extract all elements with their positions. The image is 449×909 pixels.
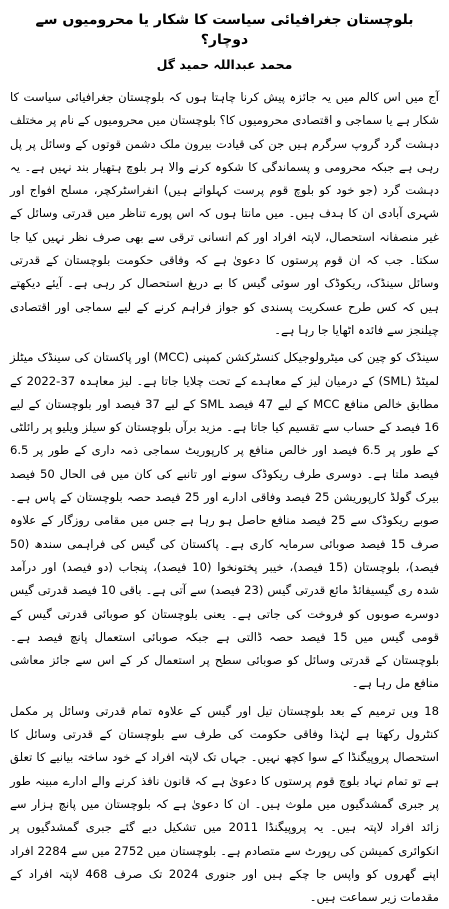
article-paragraph-2: سینڈک کو چین کی میٹرولوجیکل کنسٹرکشن کمپنی (MCC) اور پاکستان کی سینڈک میٹلز لمیٹڈ (SML) کے درمیان لیز کے معاہدے کے تحت چلایا جاتا ہے۔ لیز معاہدہ 37-2022 کے مطابق خالص منافع MCC کے لیے 47 فیصد SML کے لیے 37 فیصد اور بلوچستان کے لیے 16 فیصد کے حساب سے تقسیم کیا جاتا ہے۔ مزید برآں بلوچستان کو سیلز ویلیو پر رائلٹی کے طور پر 6.5 فیصد اور خالص منافع پر کارپوریٹ سماجی ذمہ داری کے طور پر 6.5 فیصد ملتا ہے۔ دوسری طرف ریکوڈک سونے اور تانبے کی کان میں فی الحال 50 فیصد بیرک گولڈ کارپوریشن 25 فیصد وفاقی ادارے اور 25 فیصد حصہ بلوچستان کے پاس ہے۔ صوبے ریکوڈک سے 25 فیصد منافع حاصل ہو رہا ہے جس میں مقامی روزگار کے علاوہ صرف 15 فیصد صوبائی سرمایہ کاری ہے۔ پاکستان کی گیس کی فراہمی سندھ (50 فیصد)، بلوچستان (15 فیصد)، خیبر پختونخوا (10 فیصد)، پنجاب (دو فیصد) اور درآمد شدہ ری گیسیفائڈ مائع قدرتی گیس (23 فیصد) سے آتی ہے۔ باقی 10 فیصد قدرتی گیس دوسرے صوبوں کو فروخت کی جاتی ہے۔ یعنی بلوچستان کو صوبائی قدرتی گیس کے قومی گیس میں 15 فیصد حصہ ڈالتی ہے جبکہ صوبائی استعمال پانچ فیصد ہے۔ بلوچستان کے قدرتی وسائل کو صوبائی سطح پر استعمال کر کے اس سے جائز معاشی منافع مل رہا ہے۔ <box>10 350 440 691</box>
article-author: محمد عبداللہ حمید گل <box>156 57 293 72</box>
article-paragraph-1: آج میں اس کالم میں یہ جائزہ پیش کرنا چاہتا ہوں کہ بلوچستان جغرافیائی سیاست کا شکار ہے یا سماجی و اقتصادی محرومیوں کا؟ بلوچستان میں محرومیوں کے نام پر مختلف دہشت گرد گروپ سرگرم ہیں جن کی قیادت بیرون ملک دشمن قوتوں کے وسائل پر پل رہی ہے جبکہ محرومی و پسماندگی کا شکوہ کرنے والا ہر بلوچ ہتھیار بند نہیں ہے۔ یہ دہشت گرد (جو خود کو بلوچ قوم پرست کہلواتے ہیں) انفراسٹرکچر، مسلح افواج اور شہری آبادی ان کا ہدف ہیں۔ میں مانتا ہوں کہ اس پورے تناظر میں قدرتی وسائل کے غیر منصفانہ استحصال، لاپتہ افراد اور کم انسانی ترقی سے بھی صرف نظر نہیں کیا جا سکتا۔ جب کہ ان قوم پرستوں کا دعویٰ ہے کہ وفاقی حکومت بلوچستان کے قدرتی وسائل سینڈک، ریکوڈک اور سوئی گیس کا بے دریغ استحصال کر رہی ہے۔ آیئے دیکھتے ہیں کہ کس طرح عسکریت پسندی کو جواز فراہم کرنے کے لیے سماجی اور اقتصادی چیلنجز سے فائدہ اٹھایا جا رہا ہے۔ <box>10 90 439 337</box>
article-paragraph-3: 18 ویں ترمیم کے بعد بلوچستان تیل اور گیس کے علاوہ تمام قدرتی وسائل پر مکمل کنٹرول رکھتا ہے لہٰذا وفاقی حکومت کی طرف سے بلوچستان کے قدرتی وسائل کا استحصال پروپیگنڈا کے سوا کچھ نہیں۔ جہاں تک لاپتہ افراد کے خود ساختہ بیانیے کا تعلق ہے تو تمام نہاد بلوچ قوم پرستوں کا دعویٰ ہے کہ قانون نافذ کرنے والے ادارے مبینہ طور پر جبری گمشدگیوں میں ملوث ہیں۔ ان کا دعویٰ ہے کہ بلوچستان میں پانچ ہزار سے زائد افراد لاپتہ ہیں۔ یہ پروپیگنڈا 2011 میں تشکیل دیے گئے جبری گمشدگیوں پر انکوائری کمیشن کی رپورٹ سے متصادم ہے۔ بلوچستان میں 2752 میں سے 2284 افراد اپنے گھروں کو واپس جا چکے ہیں اور جنوری 2024 تک صرف 468 لاپتہ افراد کے مقدمات زیر سماعت ہیں۔ <box>10 703 440 905</box>
article-title: بلوچستان جغرافیائی سیاست کا شکار یا محرومیوں سے دوچار؟ <box>35 12 414 48</box>
